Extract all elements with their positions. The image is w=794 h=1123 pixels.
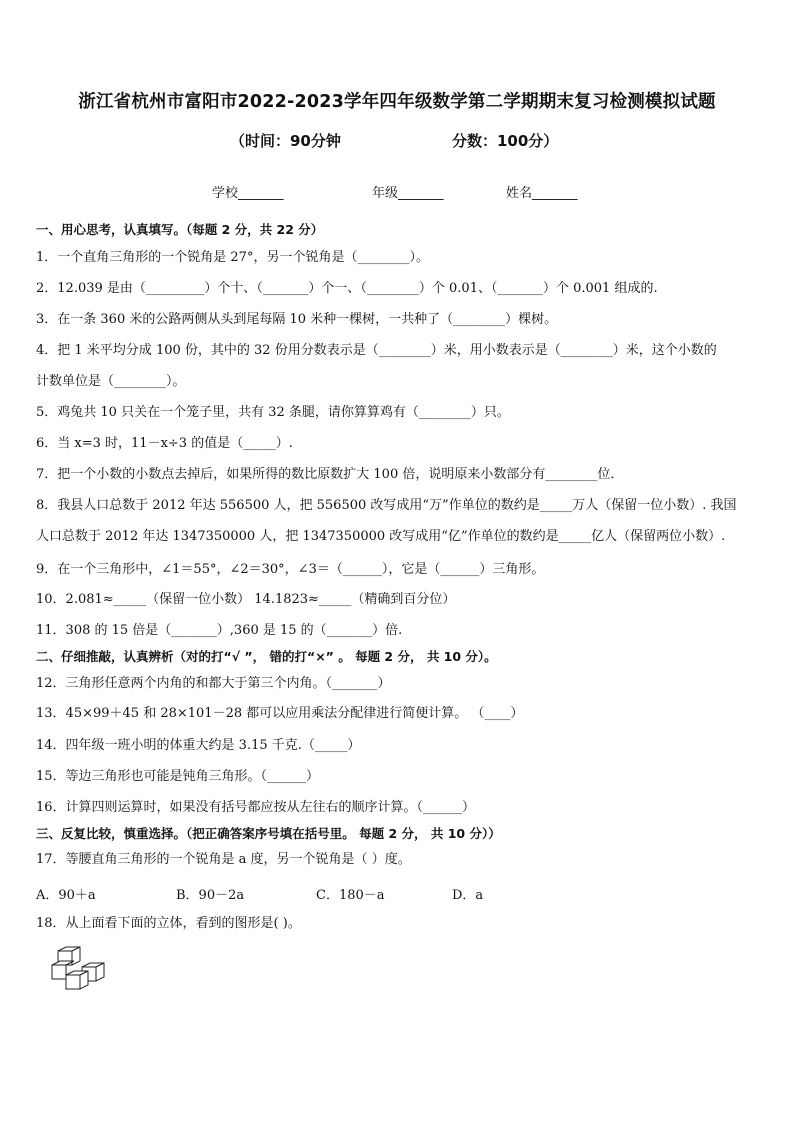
total-score: 分数：100分） (452, 132, 559, 150)
question-13: 13．45×99＋45 和 28×101－28 都可以应用乘法分配律进行简便计算。 （____） (36, 706, 524, 721)
question-15: 15．等边三角形也可能是钝角三角形。（______） (36, 769, 320, 784)
question-6: 6．当 x=3 时，11－x÷3 的值是（_____）. (36, 436, 293, 451)
question-12: 12．三角形任意两个内角的和都大于第三个内角。（_______） (36, 676, 391, 691)
question-5: 5．鸡兔共 10 只关在一个笼子里，共有 32 条腿，请你算算鸡有（________）只。 (36, 405, 510, 420)
cube-stack-figure (46, 945, 116, 997)
question-10: 10．2.081≈_____（保留一位小数） 14.1823≈_____（精确到百分位） (36, 592, 456, 607)
option-b: B．90－2a (176, 888, 245, 903)
option-c: C．180－a (316, 888, 385, 903)
question-9: 9．在一个三角形中，∠1＝55°，∠2＝30°，∠3＝（______），它是（______）三角形。 (36, 562, 545, 577)
question-4: 4．把 1 米平均分成 100 份，其中的 32 份用分数表示是（________）米，用小数表示是（________）米，这个小数的 (36, 343, 717, 358)
question-18: 18．从上面看下面的立体，看到的图形是( )。 (36, 916, 301, 931)
page-title: 浙江省杭州市富阳市2022-2023学年四年级数学第二学期期末复习检测模拟试题 (78, 92, 716, 112)
question-1: 1．一个直角三角形的一个锐角是 27°，另一个锐角是（________）。 (36, 250, 429, 265)
question-16: 16．计算四则运算时，如果没有括号都应按从左往右的顺序计算。（______） (36, 800, 476, 815)
section-3-heading: 三、反复比较，慎重选择。（把正确答案序号填在括号里。 每题 2 分， 共 10 分）） (36, 826, 501, 841)
question-8-continued: 人口总数于 2012 年达 1347350000 人，把 1347350000 改写成用“亿”作单位的数约是_____亿人（保留两位小数）. (36, 529, 726, 544)
grade-field: 年级_______ (372, 186, 444, 201)
time-limit: （时间：90分钟 (230, 132, 341, 150)
option-d: D．a (452, 888, 484, 903)
option-a: A．90＋a (36, 888, 96, 903)
question-3: 3．在一条 360 米的公路两侧从头到尾每隔 10 米种一棵树，一共种了（________）棵树。 (36, 312, 558, 327)
question-4-continued: 计数单位是（________）。 (36, 374, 186, 389)
name-field: 姓名_______ (506, 186, 578, 201)
question-14: 14．四年级一班小明的体重大约是 3.15 千克.（_____） (36, 738, 361, 753)
question-8: 8．我县人口总数于 2012 年达 556500 人，把 556500 改写成用“万”作单位的数约是_____万人（保留一位小数）. 我国 (36, 498, 737, 513)
question-17: 17．等腰直角三角形的一个锐角是 a 度，另一个锐角是（ ）度。 (36, 852, 411, 867)
question-11: 11．308 的 15 倍是（_______）,360 是 15 的（_______）倍. (36, 623, 403, 638)
school-field: 学校_______ (212, 186, 284, 201)
question-7: 7．把一个小数的小数点去掉后，如果所得的数比原数扩大 100 倍，说明原来小数部分有________位． (36, 467, 624, 482)
question-2: 2．12.039 是由（_________）个十、（_______）个一、（________）个 0.01、（_______）个 0.001 组成的. (36, 281, 658, 296)
section-1-heading: 一、用心思考，认真填写。（每题 2 分，共 22 分） (36, 222, 324, 237)
section-2-heading: 二、仔细推敲，认真辨析（对的打“√ ”， 错的打“×” 。 每题 2 分， 共 10 分）。 (36, 649, 497, 664)
